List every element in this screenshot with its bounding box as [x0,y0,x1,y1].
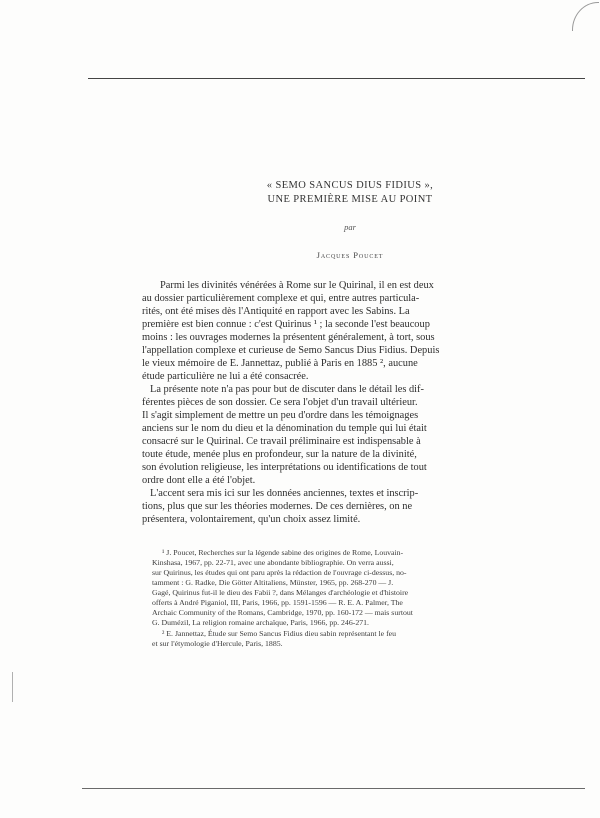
top-rule [88,78,585,79]
body-line: présentera, volontairement, qu'un choix assez limité. [142,514,361,525]
body-line: moins : les ouvrages modernes la présentent généralement, à tort, sous [142,332,435,343]
body-line: anciens sur le nom du dieu et la dénomination du temple qui lui était [142,423,427,434]
footnote-line: Gagé, Quirinus fut-il le dieu des Fabii ?, dans Mélanges d'archéologie et d'histoire [152,588,409,597]
footnote-line: G. Dumézil, La religion romaine archaïque, Paris, 1966, pp. 246-271. [152,618,369,627]
body-line: Il s'agit simplement de mettre un peu d'ordre dans les témoignages [142,410,419,421]
footnote-line: ² E. Jannettaz, Étude sur Semo Sancus Fidius dieu sabin représentant le feu [162,629,397,638]
body-line: son évolution religieuse, les interprétations ou identifications de tout [142,462,427,473]
footnote-line: tamment : G. Radke, Die Götter Altitaliens, Münster, 1965, pp. 268-270 — J. [152,578,394,587]
body-line: consacré sur le Quirinal. Ce travail préliminaire est indispensable à [142,436,421,447]
body-line: étude particulière ne lui a été consacrée. [142,371,309,382]
footnote-line: sur Quirinus, les études qui ont paru après la rédaction de l'ouvrage ci-dessus, no- [152,568,407,577]
footnote-line: et sur l'étymologie d'Hercule, Paris, 1885. [152,639,283,648]
body-line: rités, ont été mises dès l'Antiquité en rapport avec les Sabins. La [142,306,410,317]
footnote-line: Archaic Community of the Romans, Cambridge, 1970, pp. 160-172 — mais surtout [152,608,413,617]
body-line: le vieux mémoire de E. Jannettaz, publié à Paris en 1885 ², aucune [142,358,418,369]
footnote-line: Kinshasa, 1967, pp. 22-71, avec une abondante bibliographie. On verra aussi, [152,558,394,567]
body-line: L'accent sera mis ici sur les données anciennes, textes et inscrip- [150,488,419,499]
footnote-line: offerts à André Piganiol, III, Paris, 1966, pp. 1591-1596 — R. E. A. Palmer, The [152,598,403,607]
body-line: toute étude, menée plus en profondeur, sur la nature de la divinité, [142,449,417,460]
body-line: première est bien connue : c'est Quirinus ¹ ; la seconde l'est beaucoup [142,319,430,330]
body-line: tions, plus que sur les théories modernes. De ces dernières, on ne [142,501,413,512]
body-line: ordre dont elle a été l'objet. [142,475,256,486]
bottom-rule [82,788,585,789]
article-title-line-2: UNE PREMIÈRE MISE AU POINT [267,194,433,205]
corner-fold-mark [572,2,599,31]
edge-scan-mark [12,672,13,702]
body-line: Parmi les divinités vénérées à Rome sur le Quirinal, il en est deux [160,280,434,291]
author-name: Jacques Poucet [316,250,384,260]
body-line: La présente note n'a pas pour but de discuter dans le détail les dif- [150,384,424,395]
by-label: par [344,222,356,232]
footnote-line: ¹ J. Poucet, Recherches sur la légende sabine des origines de Rome, Louvain- [162,548,404,557]
body-line: au dossier particulièrement complexe et qui, entre autres particula- [142,293,420,304]
body-line: l'appellation complexe et curieuse de Semo Sancus Dius Fidius. Depuis [142,345,440,356]
article-title-line-1: « SEMO SANCUS DIUS FIDIUS », [266,180,434,191]
body-line: férentes pièces de son dossier. Ce sera l'objet d'un travail ultérieur. [142,397,418,408]
